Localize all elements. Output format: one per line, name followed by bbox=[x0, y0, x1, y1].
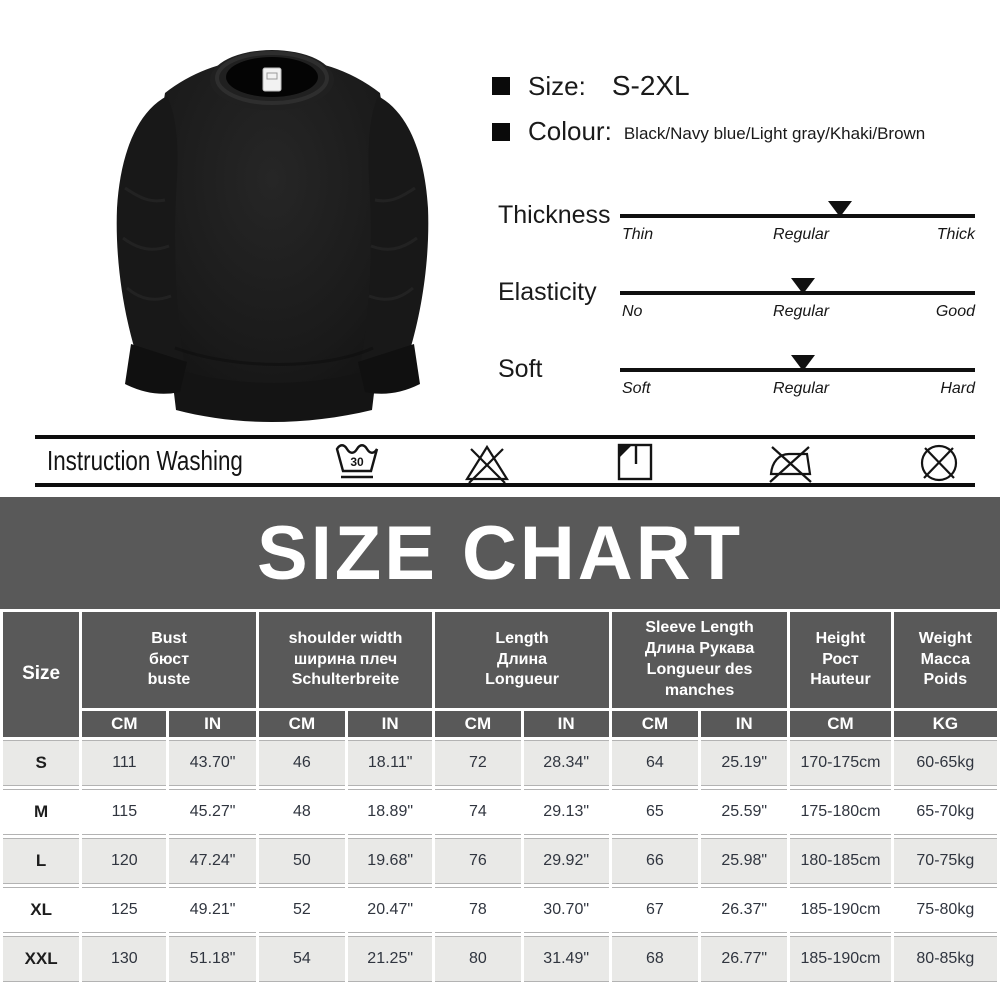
colour-label: Colour: bbox=[528, 116, 612, 146]
column-group-header: shoulder width ширина плеч Schulterbreite bbox=[259, 612, 433, 708]
column-group-header: Height Рост Hauteur bbox=[790, 612, 890, 708]
wash-30-icon bbox=[333, 441, 381, 483]
value-cell: 65-70kg bbox=[894, 789, 997, 835]
value-cell: 54 bbox=[259, 936, 345, 982]
slider-marker-icon bbox=[791, 355, 815, 371]
washing-label: Instruction Washing bbox=[47, 445, 243, 476]
value-cell: 29.92" bbox=[524, 838, 609, 884]
value-cell: 30.70" bbox=[524, 887, 609, 933]
value-cell: 78 bbox=[435, 887, 520, 933]
value-cell: 25.19" bbox=[701, 740, 787, 786]
table-row bbox=[3, 936, 997, 982]
size-cell: M bbox=[3, 789, 79, 835]
size-chart-banner bbox=[0, 497, 1000, 609]
value-cell: 76 bbox=[435, 838, 520, 884]
unit-header: CM bbox=[435, 711, 520, 737]
value-cell: 31.49" bbox=[524, 936, 609, 982]
header-group-row bbox=[3, 612, 997, 708]
slider-tick-label: Hard bbox=[940, 380, 975, 397]
value-cell: 20.47" bbox=[348, 887, 432, 933]
unit-header: CM bbox=[259, 711, 345, 737]
size-cell: XXL bbox=[3, 936, 79, 982]
value-cell: 180-185cm bbox=[790, 838, 890, 884]
value-cell: 52 bbox=[259, 887, 345, 933]
value-cell: 185-190cm bbox=[790, 887, 890, 933]
value-cell: 115 bbox=[82, 789, 166, 835]
value-cell: 111 bbox=[82, 740, 166, 786]
bullet-square-icon bbox=[492, 77, 510, 95]
slider-name-label: Elasticity bbox=[498, 278, 597, 306]
slider-name-label: Soft bbox=[498, 355, 543, 383]
unit-header: CM bbox=[82, 711, 166, 737]
value-cell: 47.24" bbox=[169, 838, 255, 884]
value-cell: 185-190cm bbox=[790, 936, 890, 982]
value-cell: 25.98" bbox=[701, 838, 787, 884]
value-cell: 45.27" bbox=[169, 789, 255, 835]
slider-tick-label: Thin bbox=[622, 226, 654, 243]
sweatshirt-product-image bbox=[95, 18, 445, 430]
unit-header: IN bbox=[524, 711, 609, 737]
value-cell: 60-65kg bbox=[894, 740, 997, 786]
column-group-header: Size bbox=[3, 612, 79, 737]
value-cell: 26.37" bbox=[701, 887, 787, 933]
value-cell: 43.70" bbox=[169, 740, 255, 786]
do-not-iron-icon bbox=[765, 441, 815, 485]
unit-header: CM bbox=[612, 711, 698, 737]
value-cell: 68 bbox=[612, 936, 698, 982]
value-cell: 72 bbox=[435, 740, 520, 786]
slider-marker-icon bbox=[791, 278, 815, 294]
table-row bbox=[3, 838, 997, 884]
table-row bbox=[3, 789, 997, 835]
value-cell: 25.59" bbox=[701, 789, 787, 835]
value-cell: 18.89" bbox=[348, 789, 432, 835]
size-chart-title: SIZE CHART bbox=[257, 510, 743, 596]
size-table-body bbox=[3, 740, 997, 982]
slider-soft bbox=[498, 354, 975, 410]
value-cell: 80 bbox=[435, 936, 520, 982]
value-cell: 50 bbox=[259, 838, 345, 884]
value-cell: 80-85kg bbox=[894, 936, 997, 982]
value-cell: 46 bbox=[259, 740, 345, 786]
size-cell: XL bbox=[3, 887, 79, 933]
column-group-header: Sleeve Length Длина Рукава Longueur des manches bbox=[612, 612, 788, 708]
unit-header: KG bbox=[894, 711, 997, 737]
value-cell: 28.34" bbox=[524, 740, 609, 786]
slider-name-label: Thickness bbox=[498, 201, 611, 229]
colour-value: Black/Navy blue/Light gray/Khaki/Brown bbox=[623, 123, 926, 143]
value-cell: 51.18" bbox=[169, 936, 255, 982]
value-cell: 66 bbox=[612, 838, 698, 884]
bullet-square-icon bbox=[492, 123, 510, 141]
value-cell: 125 bbox=[82, 887, 166, 933]
slider-tick-label: Regular bbox=[773, 380, 830, 397]
value-cell: 18.11" bbox=[348, 740, 432, 786]
size-cell: L bbox=[3, 838, 79, 884]
slider-elasticity bbox=[498, 277, 975, 333]
column-group-header: Length Длина Longueur bbox=[435, 612, 609, 708]
table-row bbox=[3, 887, 997, 933]
value-cell: 29.13" bbox=[524, 789, 609, 835]
slider-tick-label: Regular bbox=[773, 226, 830, 243]
value-cell: 70-75kg bbox=[894, 838, 997, 884]
size-cell: S bbox=[3, 740, 79, 786]
unit-header: IN bbox=[348, 711, 432, 737]
washing-instruction-bar bbox=[35, 435, 975, 487]
value-cell: 49.21" bbox=[169, 887, 255, 933]
value-cell: 74 bbox=[435, 789, 520, 835]
value-cell: 65 bbox=[612, 789, 698, 835]
line-dry-in-shade-icon bbox=[611, 441, 659, 483]
unit-header: IN bbox=[169, 711, 255, 737]
svg-text:30: 30 bbox=[350, 455, 364, 469]
do-not-dry-clean-icon bbox=[916, 441, 962, 485]
size-spec-row bbox=[492, 70, 690, 102]
slider-tick-label: Soft bbox=[622, 380, 651, 397]
unit-header: IN bbox=[701, 711, 787, 737]
slider-tick-label: Thick bbox=[936, 226, 975, 243]
attribute-sliders bbox=[498, 200, 975, 431]
value-cell: 175-180cm bbox=[790, 789, 890, 835]
do-not-bleach-icon bbox=[463, 441, 511, 485]
slider-track bbox=[620, 214, 975, 218]
value-cell: 130 bbox=[82, 936, 166, 982]
value-cell: 26.77" bbox=[701, 936, 787, 982]
value-cell: 19.68" bbox=[348, 838, 432, 884]
slider-tick-label: Regular bbox=[773, 303, 830, 320]
value-cell: 21.25" bbox=[348, 936, 432, 982]
table-row bbox=[3, 740, 997, 786]
slider-thickness bbox=[498, 200, 975, 256]
value-cell: 64 bbox=[612, 740, 698, 786]
value-cell: 67 bbox=[612, 887, 698, 933]
size-table bbox=[0, 609, 1000, 985]
slider-marker-icon bbox=[828, 201, 852, 217]
value-cell: 75-80kg bbox=[894, 887, 997, 933]
value-cell: 48 bbox=[259, 789, 345, 835]
slider-tick-label: No bbox=[622, 303, 643, 320]
size-value: S-2XL bbox=[611, 70, 690, 101]
size-table-wrap bbox=[0, 609, 1000, 985]
slider-tick-label: Good bbox=[935, 303, 975, 320]
unit-header: CM bbox=[790, 711, 890, 737]
column-group-header: Weight Масса Poids bbox=[894, 612, 997, 708]
colour-spec-row bbox=[492, 116, 925, 147]
header-unit-row bbox=[3, 711, 997, 737]
value-cell: 170-175cm bbox=[790, 740, 890, 786]
value-cell: 120 bbox=[82, 838, 166, 884]
column-group-header: Bust бюст buste bbox=[82, 612, 256, 708]
size-label: Size: bbox=[528, 70, 586, 101]
